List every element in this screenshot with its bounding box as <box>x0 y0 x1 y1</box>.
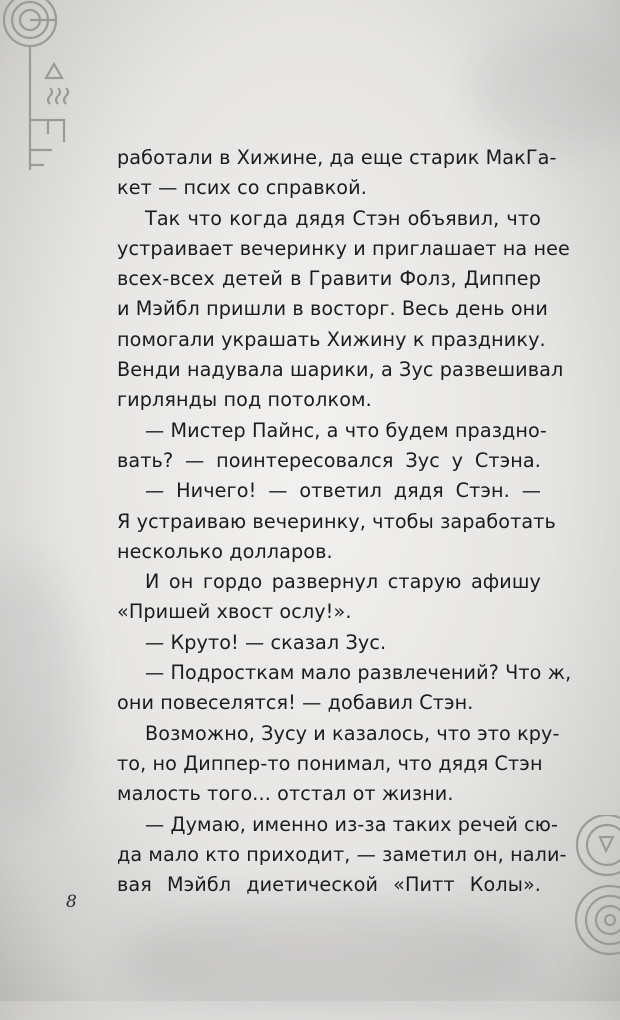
text-line: и Мэйбл пришли в восторг. Весь день они <box>117 297 548 321</box>
body-text <box>117 143 572 900</box>
text-line: Я устраиваю вечеринку, чтобы заработать <box>117 509 556 533</box>
text-line: Венди надувала шарики, а Зус развешивал <box>117 358 564 382</box>
text-line: Возможно, Зусу и казалось, что это кру- <box>145 721 560 745</box>
text-line: они повеселятся! — добавил Стэн. <box>117 691 474 715</box>
text-line: работали в Хижине, да еще старик МакГа- <box>117 146 557 169</box>
text-line: Так что когда дядя Стэн объявил, что <box>145 206 541 230</box>
text-line: помогали украшать Хижину к празднику. <box>117 327 546 351</box>
text-line: «Пришей хвост ослу!». <box>117 600 352 624</box>
text-line: гирлянды под потолком. <box>117 388 372 412</box>
text-line: всех-всех детей в Гравити Фолз, Диппер <box>117 267 541 291</box>
text-line: малость того... отстал от жизни. <box>117 782 454 806</box>
text-line: то, но Диппер-то понимал, что дядя Стэн <box>117 751 543 775</box>
text-line: — Ничего! — ответил дядя Стэн. — <box>145 479 541 503</box>
text-line: И он гордо развернул старую афишу <box>145 570 541 594</box>
paper-stain <box>470 30 620 150</box>
text-line: — Мистер Пайнс, а что будем праздно- <box>145 418 547 442</box>
text-line: вать? — поинтересовался Зус у Стэна. <box>117 448 541 472</box>
text-line: — Подросткам мало развлечений? Что ж, <box>145 661 572 685</box>
cipher-key-ornament-icon <box>0 0 80 180</box>
page-number: 8 <box>66 892 77 912</box>
text-line: кет — псих со справкой. <box>117 176 367 200</box>
text-line: — Думаю, именно из-за таких речей сю- <box>145 812 559 836</box>
text-line: да мало кто приходит, — заметил он, нали- <box>117 842 567 866</box>
text-line: несколько долларов. <box>117 539 333 563</box>
text-line: — Круто! — сказал Зус. <box>145 630 387 654</box>
text-line: устраивает вечеринку и приглашает на нее <box>117 236 570 260</box>
text-line: вая Мэйбл диетической «Питт Колы». <box>117 873 541 897</box>
paper-stain <box>120 900 540 1020</box>
paper-stain <box>0 560 80 820</box>
